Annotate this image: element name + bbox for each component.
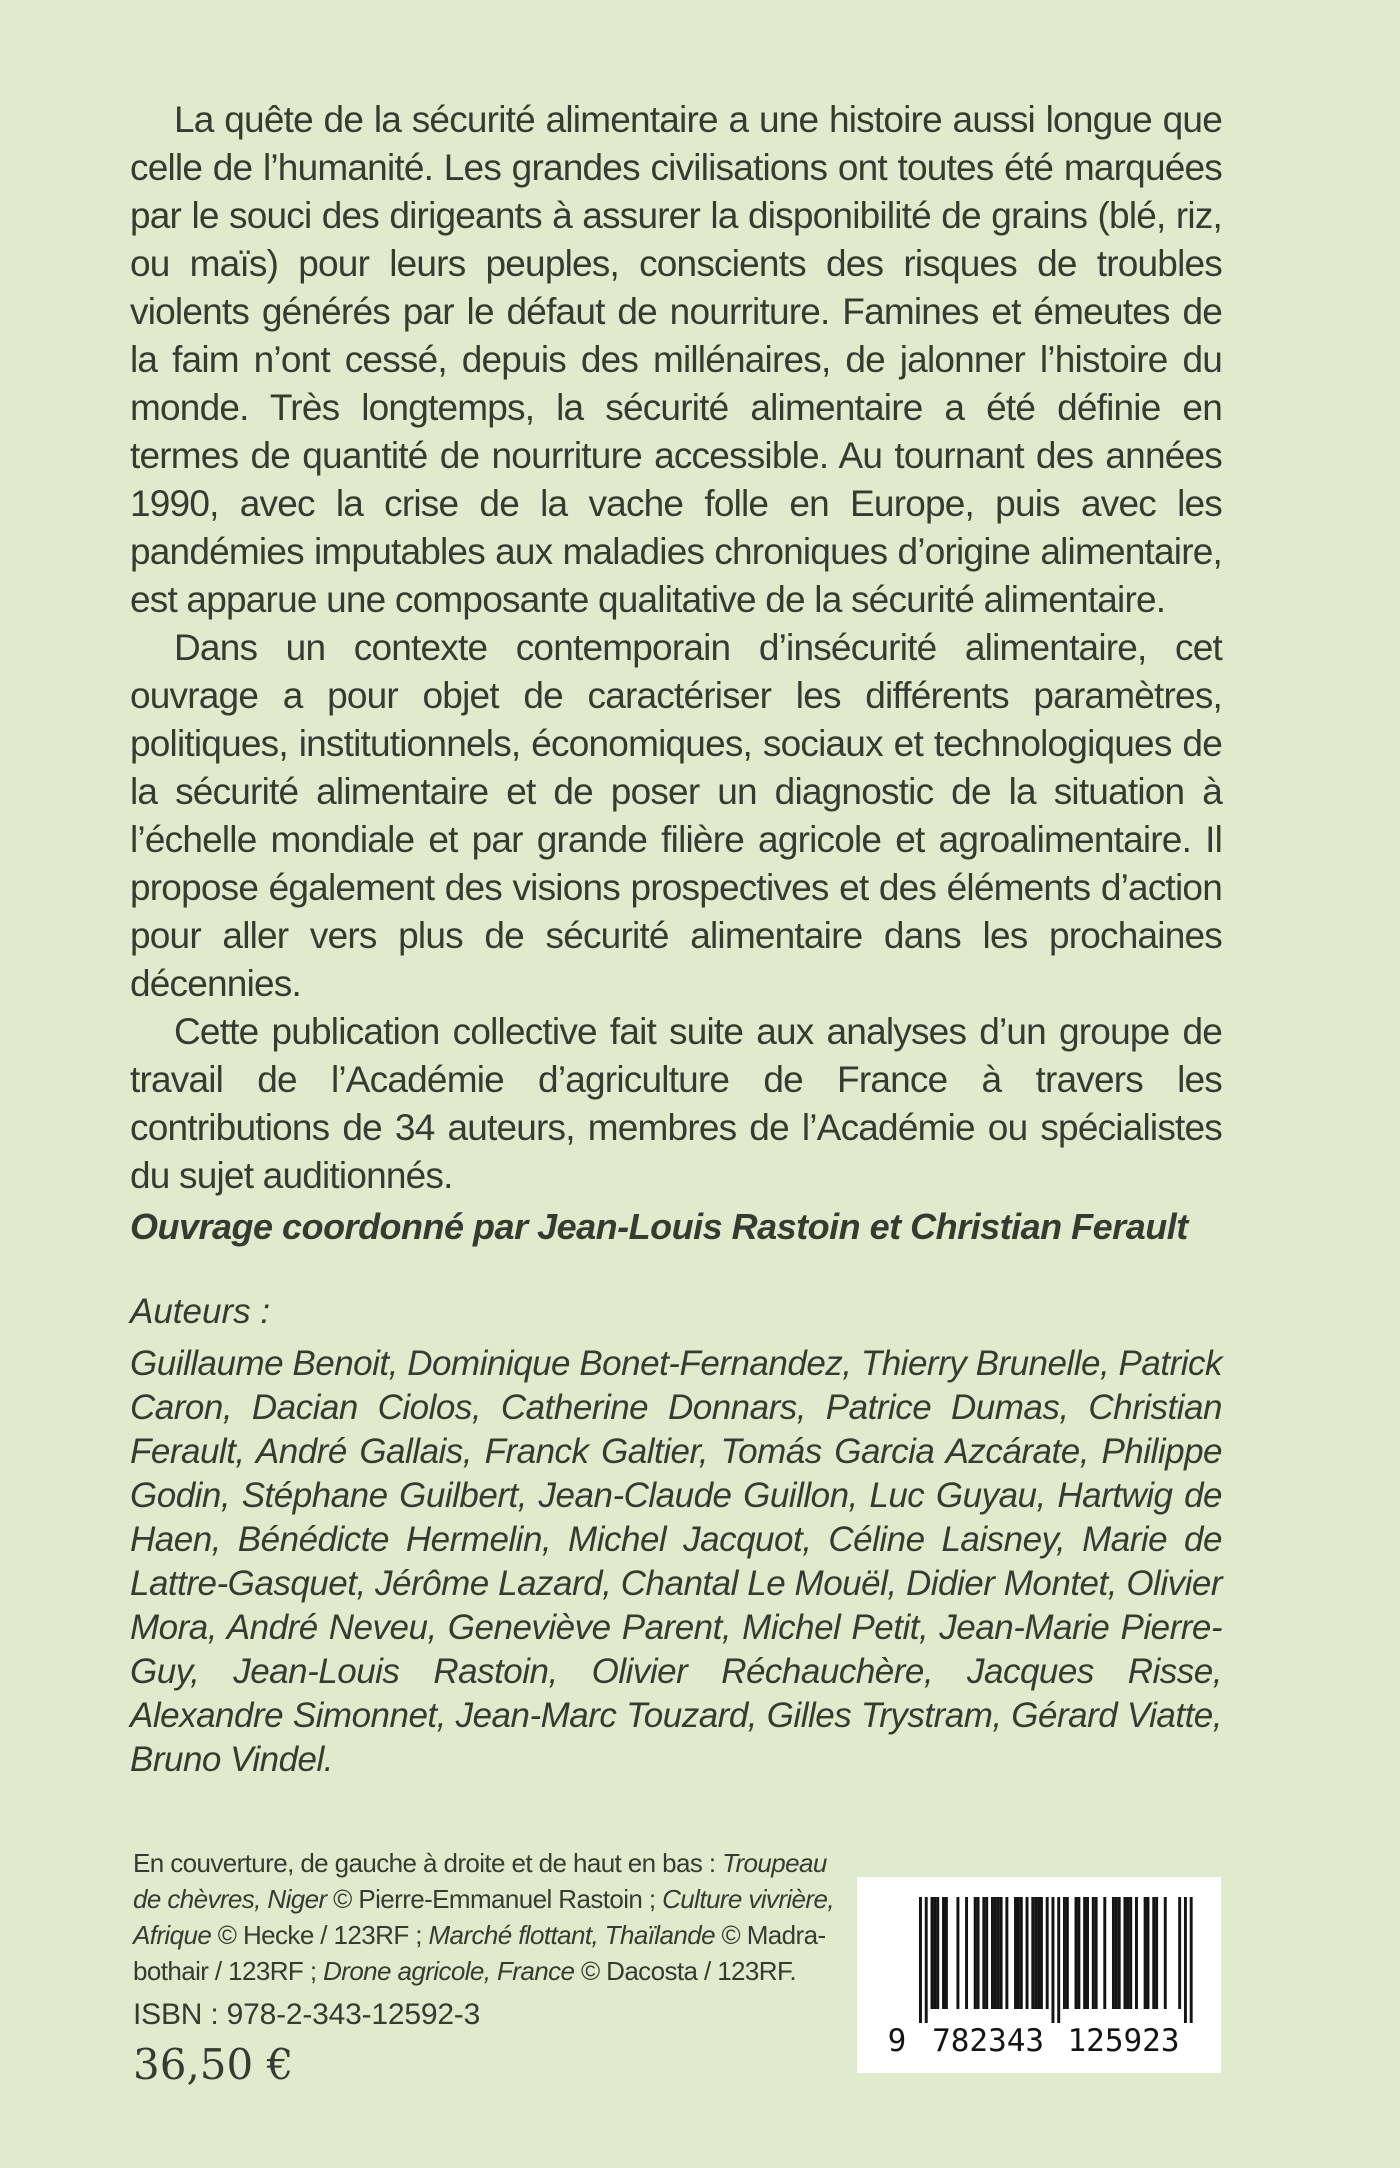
synopsis-paragraph-3: Cette publication collective fait suite aux analyses d’un groupe de travail de l’Académie d’agriculture de France à travers les contributions de 34 auteurs, membres de l’Académie ou spécialistes du sujet auditionnés.: [130, 1011, 1222, 1196]
barcode: [857, 1877, 1221, 2073]
synopsis: [130, 96, 1222, 1200]
credit-segment: Afrique: [133, 1920, 212, 1950]
svg-text:125923: 125923: [1067, 2023, 1180, 2057]
credit-segment: © Hecke / 123RF ;: [211, 1920, 429, 1950]
cover-photo-credits: [133, 1845, 834, 1989]
authors-list: Guillaume Benoit, Dominique Bonet-Fernandez, Thierry Brunelle, Patrick Caron, Dacian Ciolos, Catherine Donnars, Patrice Dumas, Christian Ferault, André Gallais, Franck Galtier, Tomás Garcia Azcárate, Philippe Godin, Stéphane Guilbert, Jean-Claude Guillon, Luc Guyau, Hartwig de Haen, Bénédicte Hermelin, Michel Jacquot, Céline Laisney, Marie de Lattre-Gasquet, Jérôme Lazard, Chantal Le Mouël, Didier Montet, Olivier Mora, André Neveu, Geneviève Parent, Michel Petit, Jean-Marie Pierre-Guy, Jean-Louis Rastoin, Olivier Réchauchère, Jacques Risse, Alexandre Simonnet, Jean-Marc Touzard, Gilles Trystram, Gérard Viatte, Bruno Vindel.: [130, 1344, 1222, 1779]
svg-text:782343: 782343: [932, 2023, 1045, 2057]
credit-segment: Troupeau: [722, 1848, 827, 1878]
credit-segment: © Madra-: [714, 1920, 826, 1950]
credit-segment: Marché flottant, Thaïlande: [428, 1920, 715, 1950]
credit-segment: © Pierre-Emmanuel Rastoin ;: [326, 1884, 663, 1914]
credit-line: [133, 1953, 834, 1989]
price: 36,50 €: [133, 2040, 294, 2089]
synopsis-paragraph-1: La quête de la sécurité alimentaire a une histoire aussi longue que celle de l’humanité. Les grandes civilisations ont toutes été marquées par le souci des dirigeants à assurer la disponibilité de grains (blé, riz, ou maïs) pour leurs peuples, conscients des risques de troubles violents générés par le défaut de nourriture. Famines et émeutes de la faim n’ont cessé, depuis des millénaires, de jalonner l’histoire du monde. Très longtemps, la sécurité alimentaire a été définie en termes de quantité de nourriture accessible. Au tournant des années 1990, avec la crise de la vache folle en Europe, puis avec les pandémies imputables aux maladies chroniques d’origine alimentaire, est apparue une composante qualitative de la sécurité alimentaire.: [130, 99, 1222, 620]
synopsis-paragraph-2: Dans un contexte contemporain d’insécurité alimentaire, cet ouvrage a pour objet de caractériser les différents paramètres, politiques, institutionnels, économiques, sociaux et technologiques de la sécurité alimentaire et de poser un diagnostic de la situation à l’échelle mondiale et par grande filière agricole et agroalimentaire. Il propose également des visions prospectives et des éléments d’action pour aller vers plus de sécurité alimentaire dans les prochaines décennies.: [130, 627, 1222, 1004]
credit-line: [133, 1917, 834, 1953]
credit-segment: Drone agricole, France: [323, 1956, 575, 1986]
authors-label: Auteurs :: [130, 1292, 271, 1331]
credit-segment: de chèvres, Niger: [133, 1884, 327, 1914]
barcode-image: [873, 1893, 1205, 2057]
svg-text:9: 9: [887, 2023, 907, 2057]
credit-segment: © Dacosta / 123RF.: [574, 1956, 796, 1986]
credit-line: [133, 1881, 834, 1917]
credit-line: [133, 1845, 834, 1881]
isbn: ISBN : 978-2-343-12592-3: [133, 1998, 481, 2031]
credit-segment: bothair / 123RF ;: [133, 1956, 324, 1986]
credit-segment: Culture vivrière,: [662, 1884, 834, 1914]
coordinator-line: Ouvrage coordonné par Jean-Louis Rastoin et Christian Ferault: [130, 1206, 1188, 1247]
credit-segment: En couverture, de gauche à droite et de haut en bas :: [133, 1848, 723, 1878]
